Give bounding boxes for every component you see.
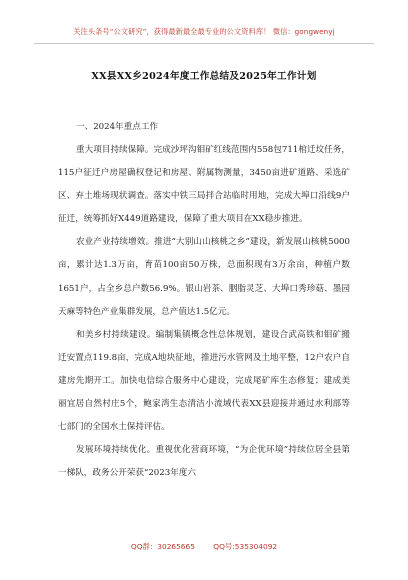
header-divider — [34, 43, 374, 44]
paragraph-business-environment: 发展环境持续优化。重视优化营商环境，“为企优环境”持续位居全县第一梯队，政务公开荣获“2023年度六 — [58, 445, 350, 479]
section-heading: 一、2024年重点工作 — [76, 122, 159, 132]
paragraph-agriculture: 农业产业持续增效。推进“大别山山核桃之乡”建设，新发展山核桃5000亩，累计达1.3万亩，育苗100亩50万株，总面积现有3万余亩，种植户数1651户，占全乡总户数56.9%。银山岩茶、胭脂灵芝、大埠口秀珍菇、墨园天麻等特色产业集群发展，总产值达1.5亿元。 — [58, 237, 350, 317]
footer-qq-number: QQ号:535304092 — [213, 542, 278, 551]
header-watermark-note: 关注头条号“公文研究”，获得最新最全最专业的公文资料库！ 微信：gongwenyj — [73, 27, 335, 36]
paragraph-major-projects: 重大项目持续保障。完成沙坪沟钼矿红线范围内558包711棺迁坟任务，115户征迁户房屋确权登记和房屋、附属物测量，3450亩进矿道路、采选矿区、弃土堆场现状调查。落实中铁三局拌合站临时用地，完成大埠口沿线9户征迁，统筹抓好X449道路建设，保障了重大项目在XX稳步推进。 — [58, 145, 350, 225]
document-body — [58, 116, 350, 485]
footer-contact — [0, 541, 408, 552]
document-title: XX县XX乡2024年度工作总结及2025年工作计划 — [91, 71, 317, 82]
paragraph-rural-construction: 和美乡村持续建设。编制集镇概念性总体规划，建设合武高铁和钼矿搬迁安置点119.8亩，完成A地块征地，推进污水管网及土地平整，12户农户自建房先期开工。加快电信综合服务中心建设，完成尾矿库生态修复；建成美丽宜居自然村庄5个，鲍家湾生态清洁小流域代表XX县迎接并通过水利部等七部门的全国水土保持评估。 — [58, 329, 350, 433]
footer-qq-group: QQ群：30265665 — [130, 542, 195, 551]
